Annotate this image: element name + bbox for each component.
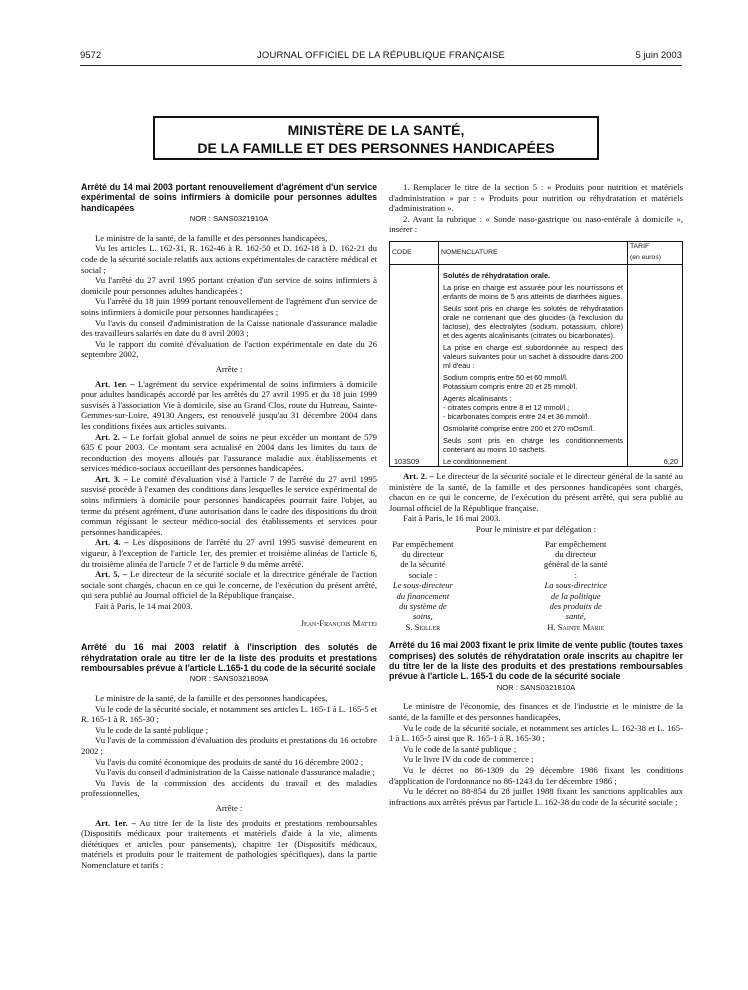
arrete1-paragraph: Vu l'avis du conseil d'administration de la Caisse nationale d'assurance maladie des travailleurs salariés en date du 8 avril 2003 ;	[81, 317, 377, 339]
arrete2-paragraph: Vu le code de la santé publique ;	[95, 724, 209, 735]
arrete2-article-1	[81, 818, 377, 871]
arrete2-paragraph: Vu l'avis du comité économique des produits de santé du 16 décembre 2002 ;	[95, 756, 364, 767]
signature-block	[389, 539, 683, 633]
signature-left: Par empêchement du directeur de la sécurité sociale : Le sous-directeur du financement du système de soins, S. Seiller	[392, 538, 454, 632]
running-header	[80, 50, 682, 64]
col-header-tarif: TARIF (en euros)	[628, 241, 683, 264]
arrete1-paragraph: Vu l'arrêté du 18 juin 1999 portant renouvellement de l'agrément d'un service de soins infirmiers à domicile pour personnes handicapées ;	[81, 296, 377, 317]
right-column	[389, 182, 683, 807]
arrete3-title: Arrêté du 16 mai 2003 fixant le prix limite de vente public (toutes taxes comprises) des solutés de réhydratation orale inscrits au chapitre Ier du titre Ier de la liste des produits et des prestations remboursables prévue à l'article L. 165-1 du code de la sécurité sociale	[389, 640, 683, 682]
signature-right: Par empêchement du directeur général de la santé : La sous-directrice de la politique des produits de santé, H. Sainte Marie	[543, 538, 608, 632]
ministry-box	[153, 116, 599, 160]
arrete1-signature: Jean-François Mattei	[300, 617, 377, 628]
arrete1-article	[81, 569, 377, 601]
arrete2-article-2	[389, 471, 683, 513]
ministry-line-2: DE LA FAMILLE ET DES PERSONNES HANDICAPÉES	[197, 140, 555, 156]
arrete3-paragraph: Vu le code de la santé publique ;	[403, 743, 517, 754]
arrete3-paragraph: Vu le code de la sécurité sociale, et notamment ses articles L. 162-38 et L. 165-1 à L. 165-5 ainsi que R. 165-1 à R. 165-30 ;	[389, 722, 683, 744]
row-tarif: 6,20	[628, 457, 683, 467]
arrete2-item: 2. Avant la rubrique : « Sonde naso-gastrique ou naso-entérale à domicile », insérer :	[389, 213, 683, 235]
row-label: Le conditionnement	[439, 457, 628, 467]
arrete1-nor: NOR : SANS0321910A	[189, 214, 269, 224]
col-header-nomenclature: NOMENCLATURE	[439, 241, 628, 264]
arrete2-delegation: Pour le ministre et par délégation :	[475, 523, 597, 534]
row-code: 103S09	[390, 457, 439, 467]
left-column	[81, 182, 377, 871]
article-text: Les dispositions de l'arrêté du 27 avril 1995 susvisé demeurent en vigueur, à l'exception de l'article 1er, des premier et troisième alinéas de l'article 6, du troisième alinéa de l'article 7 et de l'article 9 du même arrêté.	[81, 537, 377, 569]
article-label: Art. 2. –	[95, 431, 128, 442]
arrete3-paragraph: Vu le décret no 88-854 du 28 juillet 1988 fixant les sanctions applicables aux infractions aux arrêtés prévus par l'article L. 162-38 du code de la sécurité sociale ;	[389, 786, 683, 807]
arrete3-nor: NOR : SANS0321810A	[496, 682, 576, 692]
table-line: Agents alcalinisants :	[443, 393, 512, 403]
table-heading: Solutés de réhydratation orale.	[443, 270, 551, 280]
arrete2-nor: NOR : SANS0321809A	[189, 674, 269, 684]
arrete2-paragraph: Vu l'avis de la commission d'évaluation des produits et prestations du 16 octobre 2002 ;	[81, 735, 377, 756]
ministry-line-1: MINISTÈRE DE LA SANTÉ,	[287, 122, 465, 138]
table-line: - citrates compris entre 8 et 12 mmol/l ;	[443, 402, 570, 412]
table-line: Seuls sont pris en charge les conditionnements contenant au moins 10 sachets.	[443, 435, 623, 454]
article-label: Art. 5. –	[95, 569, 128, 580]
article-label: Art. 2. –	[403, 470, 434, 481]
arrete2-paragraph: Vu l'avis du conseil d'administration de la Caisse nationale d'assurance maladie ;	[95, 767, 375, 778]
arrete1-paragraph: Vu les articles L. 162-31, R. 162-46 à R. 162-50 et D. 162-18 à D. 162-21 du code de la sécurité sociale relatifs aux actions expérimentales de caractère médical et social ;	[81, 243, 377, 275]
table-line: Osmolarité comprise entre 200 et 270 mOsm/l.	[443, 423, 595, 433]
article-text: Le comité d'évaluation visé à l'article 7 de l'arrêté du 27 avril 1995 susvisé procède à l'examen des conditions dans lesquelles le service expérimental de soins infirmiers à domicile pour personnes handicapées pourrait faire l'objet, au terme du présent agrément, d'une autorisation dans le cadre des dispositions du droit commun régissant le secteur médico-social des établissements et services pour personnes handicapées.	[81, 473, 377, 537]
issue-date: 5 juin 2003	[635, 50, 682, 61]
article-label: Art. 1er. –	[95, 378, 135, 389]
article-text: Au titre Ier de la liste des produits et prestations remboursables (Dispositifs médicaux pour traitements et matériels d'aide à la vie, aliments diététiques et articles pour pansements), chapitre 1er (Dispositifs médicaux, matériels et produits pour le traitement de pathologies spécifiques), dans la partie Nomenclature et tarifs :	[81, 817, 377, 870]
page-number: 9572	[80, 50, 102, 61]
article-label: Art. 4. –	[95, 537, 129, 548]
table-line: - bicarbonates compris entre 24 et 36 mmol/l.	[443, 411, 590, 421]
arrete3-paragraph: Vu le livre IV du code de commerce ;	[403, 754, 534, 765]
arrete3-paragraph: Le ministre de l'économie, des finances et de l'industrie et le ministre de la santé, de la famille et des personnes handicapées,	[389, 701, 683, 722]
arrete1-article	[81, 537, 377, 569]
header-rule	[80, 65, 682, 66]
arrete1-article	[81, 432, 377, 474]
arrete1-article	[81, 379, 377, 432]
article-label: Art. 3. –	[95, 473, 128, 484]
arrete1-title: Arrêté du 14 mai 2003 portant renouvellement d'agrément d'un service expérimental de soins infirmiers à domicile pour personnes adultes handicapées	[81, 182, 377, 213]
arrete2-arrete: Arrête :	[215, 802, 243, 813]
arrete2-paragraph: Vu le code de la sécurité sociale, et notamment ses articles L. 165-1 à L. 165-5 et R. 165-1 à R. 165-30 ;	[81, 703, 377, 725]
article-label: Art. 1er. –	[95, 817, 136, 828]
table-line: Sodium compris entre 50 et 60 mmol/l.	[443, 372, 568, 382]
nomenclature-text	[439, 264, 628, 457]
table-line: Potassium compris entre 20 et 25 mmol/l.	[443, 381, 578, 391]
col-header-code: CODE	[390, 241, 439, 264]
nomenclature-table	[389, 241, 683, 467]
arrete2-paragraph: Vu l'avis de la commission des accidents du travail et des maladies professionnelles,	[81, 777, 377, 799]
arrete1-paragraph: Le ministre de la santé, de la famille et des personnes handicapées,	[95, 232, 328, 243]
arrete2-title: Arrêté du 16 mai 2003 relatif à l'inscription des solutés de réhydratation orale au titre Ier de la liste des produits et prestations remboursables prévue à l'article L.165-1 du code de la sécurité sociale	[81, 642, 377, 673]
arrete1-article	[81, 474, 377, 538]
article-text: Le directeur de la sécurité sociale et le directeur général de la santé au ministère de la santé, de la famille et des personnes handicapées sont chargés, chacun en ce qui le concerne, de l'exécution du présent arrêté, qui sera publié au Journal officiel de la République française.	[389, 470, 684, 513]
article-text: L'agrément du service expérimental de soins infirmiers à domicile pour adultes handicapés accordé par les arrêtés du 27 avril 1995 et du 18 juin 1999 susvisés à l'association Vie à domicile, sise au Grand Clos, route du Hutreau, Sainte-Gemmes-sur-Loire, 49130 Angers, est renouvelé jusqu'au 31 décembre 2004 dans les conditions fixées aux articles suivants.	[81, 378, 378, 431]
arrete3-paragraph: Vu le décret no 86-1309 du 29 décembre 1986 fixant les conditions d'application de l'ordonnance no 86-1243 du 1er décembre 1986 ;	[389, 764, 683, 786]
article-text: Le forfait global annuel de soins ne peut excéder un montant de 579 635 € pour 2003. Ce montant sera actualisé en 2004 dans les limites du taux de reconduction des moyens alloués par l'assurance maladie aux établissements et services médico-sociaux accueillant des personnes handicapées.	[81, 431, 378, 474]
arrete1-arrete: Arrête :	[215, 363, 243, 374]
arrete2-paragraph: Le ministre de la santé, de la famille et des personnes handicapées,	[95, 693, 328, 703]
arrete1-paragraph: Vu le rapport du comité d'évaluation de l'action expérimentale en date du 26 septembre 2002,	[81, 338, 377, 360]
arrete2-item: 1. Remplacer le titre de la section 5 : « Produits pour nutrition et matériels d'administration » par : « Produits pour nutrition ou réhydratation et matériels d'administration ».	[389, 182, 683, 214]
table-line: La prise en charge est subordonnée au respect des valeurs suivantes pour un sachet à dissoudre dans 200 ml d'eau :	[443, 342, 623, 370]
arrete2-fait: Fait à Paris, le 16 mai 2003.	[403, 513, 501, 524]
article-text: Le directeur de la sécurité sociale et la directrice générale de l'action sociale sont chargés, chacun en ce qui le concerne, de l'exécution du présent arrêté, qui sera publié au Journal officiel de la République française.	[81, 569, 377, 601]
arrete1-paragraph: Vu l'arrêté du 27 avril 1995 portant création d'un service de soins infirmiers à domicile pour personnes adultes handicapées ;	[81, 275, 377, 296]
journal-title: JOURNAL OFFICIEL DE LA RÉPUBLIQUE FRANÇAISE	[256, 50, 506, 61]
table-line: Seuls sont pris en charge les solutés de réhydratation orale ne contenant que des glucides (à l'exclusion du lactose), des électrolytes (sodium, potassium, chlore) et des agents alcalinisants (citrates ou bicarbonates).	[443, 303, 623, 340]
arrete1-fait: Fait à Paris, le 14 mai 2003.	[95, 601, 193, 611]
table-line: La prise en charge est assurée pour les nourrissons et enfants de moins de 5 ans atteints de diarrhées aigues.	[443, 282, 623, 301]
